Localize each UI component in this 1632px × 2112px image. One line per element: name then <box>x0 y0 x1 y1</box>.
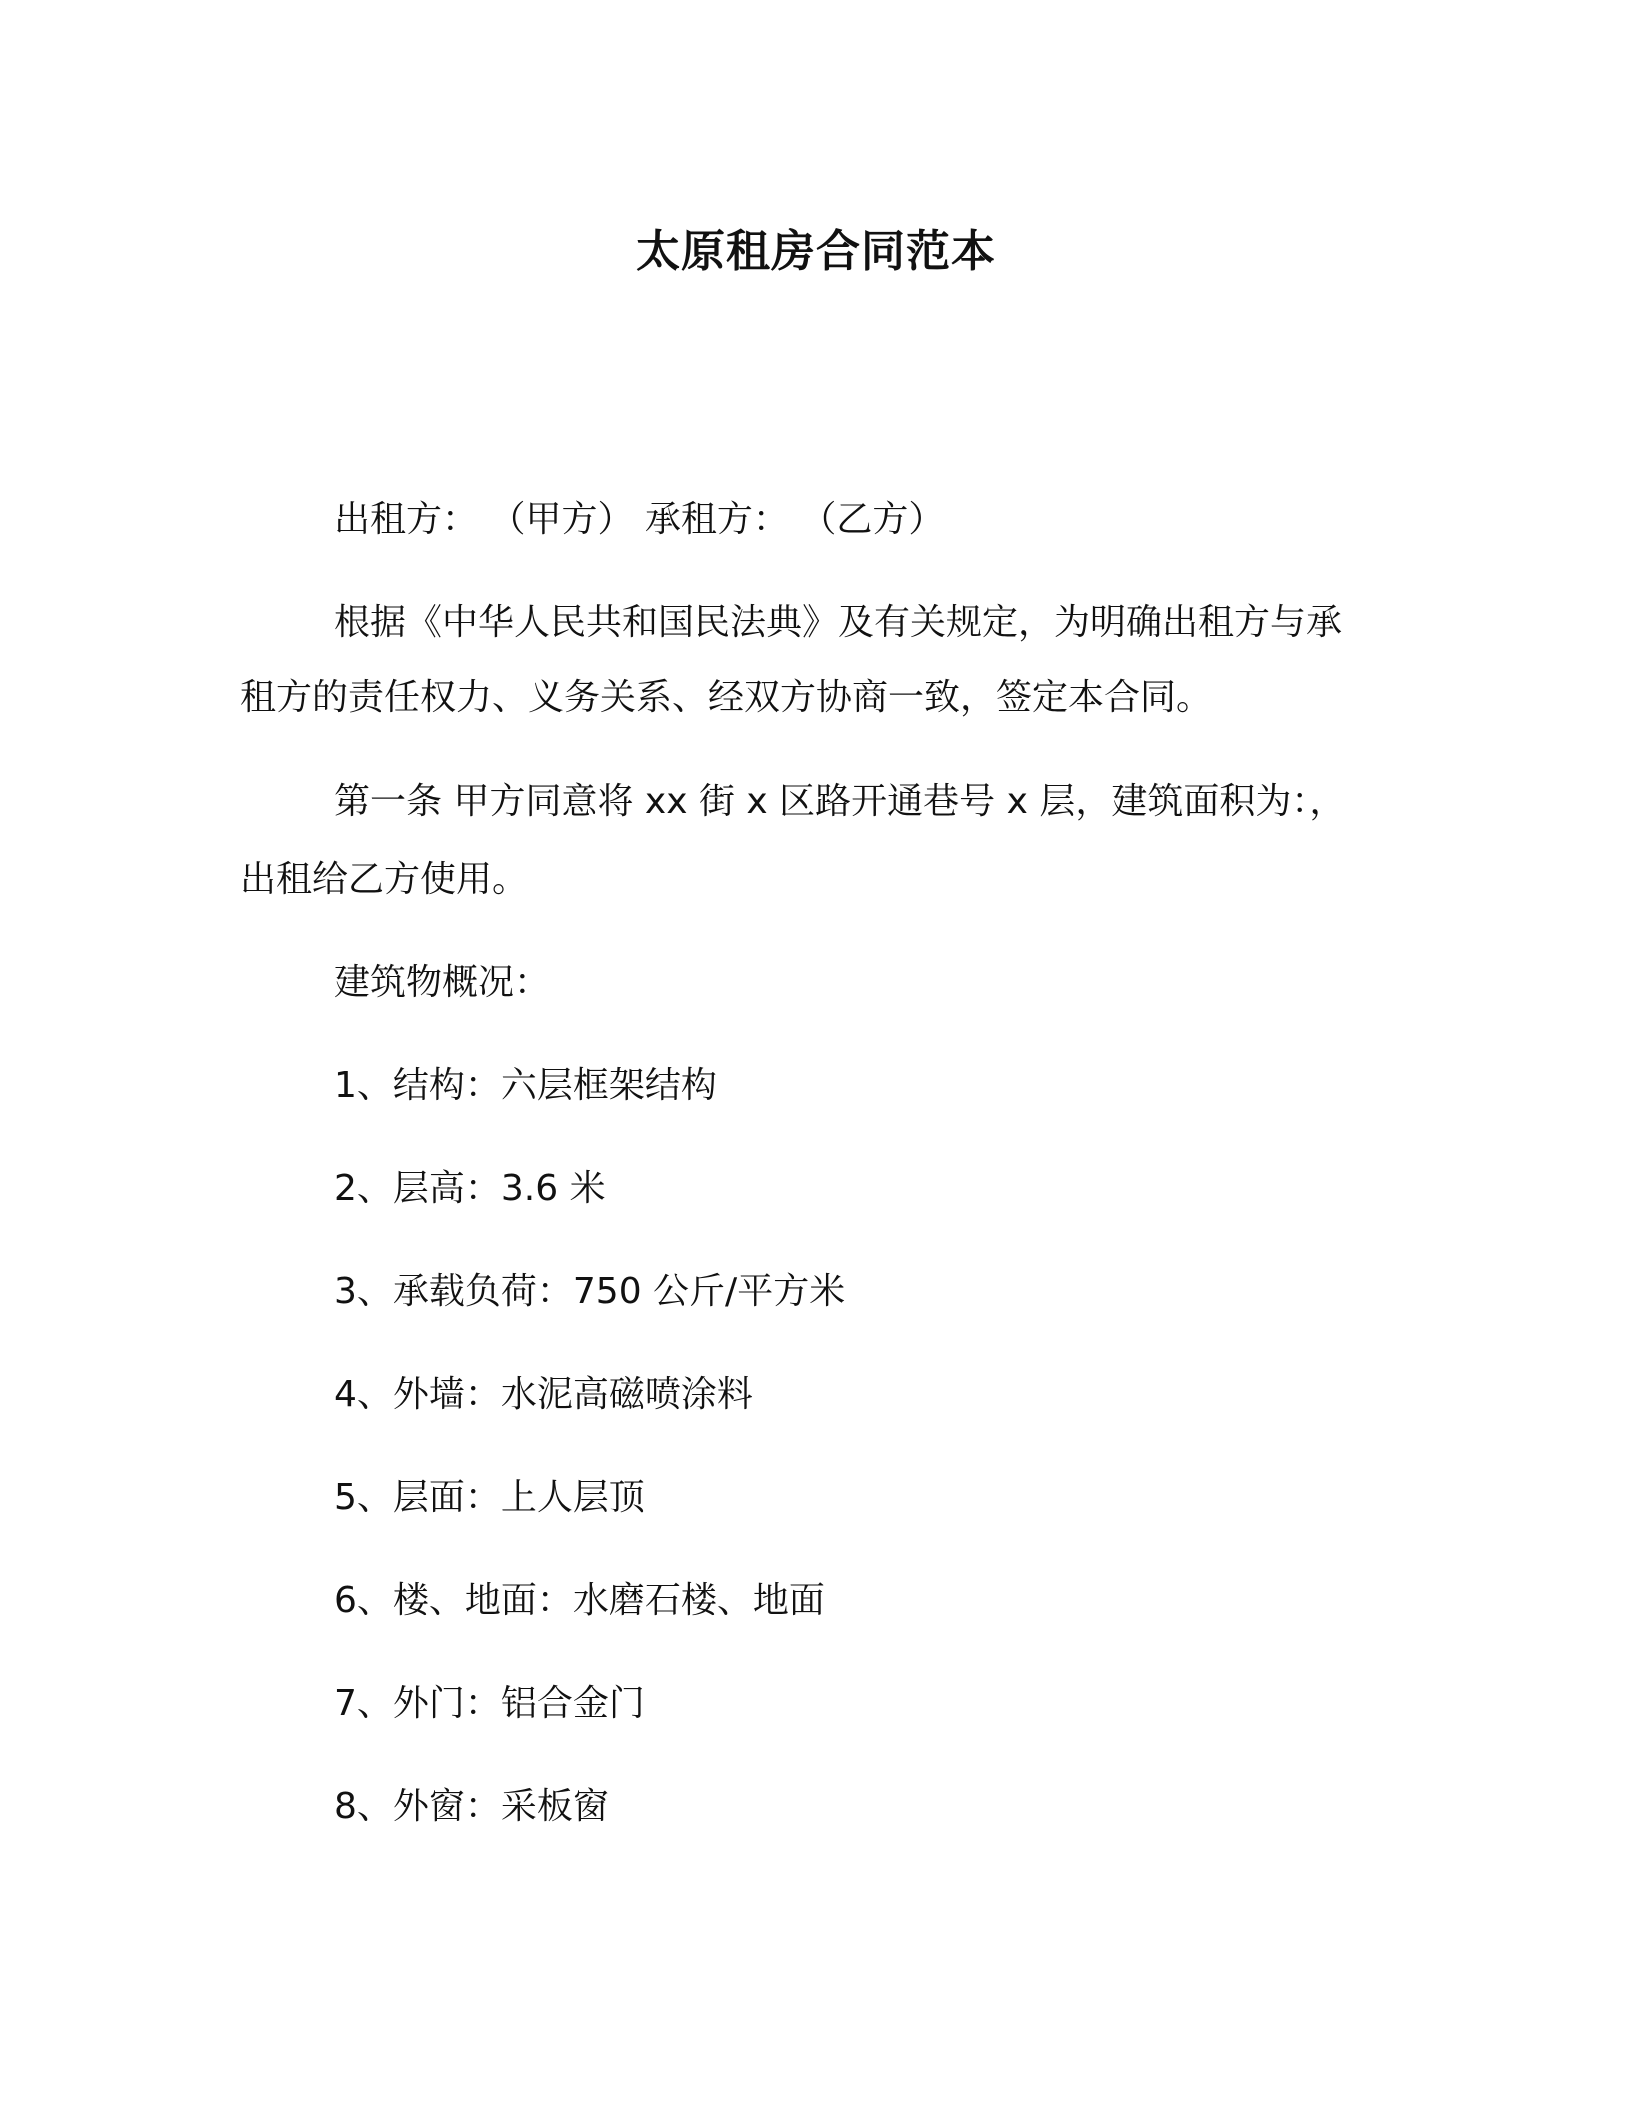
article-1-line-2: 出租给乙方使用。 <box>240 859 529 900</box>
document-title: 太原租房合同范本 <box>636 226 996 277</box>
parties-line: 出租方： （甲方） 承租方： （乙方） <box>334 499 945 540</box>
list-item: 1、结构：六层框架结构 <box>334 1065 717 1106</box>
intro-paragraph-line-1: 根据《中华人民共和国民法典》及有关规定，为明确出租方与承 <box>334 602 1343 643</box>
list-item: 7、外门：铝合金门 <box>334 1683 645 1724</box>
list-item: 3、承载负荷：750 公斤/平方米 <box>334 1271 846 1312</box>
list-item: 8、外窗：采板窗 <box>334 1786 609 1827</box>
building-overview-heading: 建筑物概况： <box>334 962 551 1003</box>
list-item: 4、外墙：水泥高磁喷涂料 <box>334 1374 753 1415</box>
list-item: 6、楼、地面：水磨石楼、地面 <box>334 1580 825 1621</box>
list-item: 5、层面：上人层顶 <box>334 1477 645 1518</box>
article-1-line-1: 第一条 甲方同意将 xx 街 x 区路开通巷号 x 层，建筑面积为：， <box>334 781 1346 822</box>
intro-paragraph-line-2: 租方的责任权力、义务关系、经双方协商一致，签定本合同。 <box>240 677 1213 718</box>
list-item: 2、层高：3.6 米 <box>334 1168 606 1209</box>
